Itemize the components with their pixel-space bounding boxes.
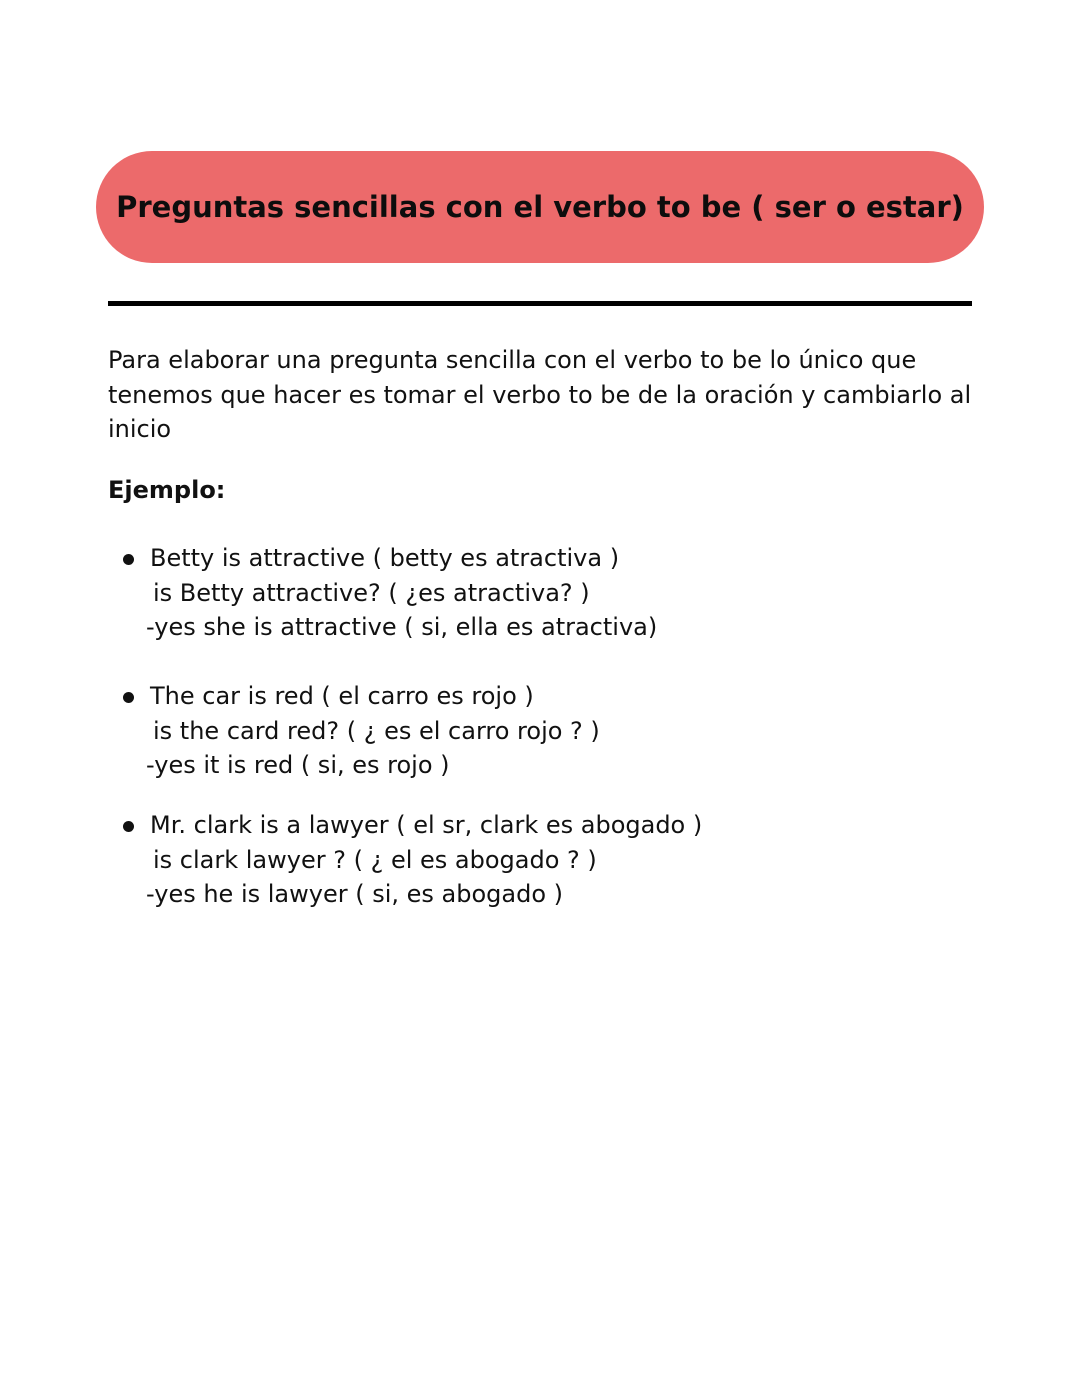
example-question: is the card red? ( ¿ es el carro rojo ? ): [153, 716, 600, 745]
example-heading: Ejemplo:: [108, 476, 226, 504]
example-answer: -yes it is red ( si, es rojo ): [146, 751, 450, 779]
example-statement: Mr. clark is a lawyer ( el sr, clark es abogado ): [150, 811, 703, 839]
page-title: Preguntas sencillas con el verbo to be ( ser o estar): [116, 190, 964, 224]
example-answer: -yes she is attractive ( si, ella es atractiva): [146, 613, 658, 641]
example-question: is clark lawyer ? ( ¿ el es abogado ? ): [153, 845, 597, 874]
example-answer: -yes he is lawyer ( si, es abogado ): [146, 880, 564, 908]
example-question: is Betty attractive? ( ¿es atractiva? ): [153, 578, 590, 607]
bullet-icon: [123, 821, 134, 832]
example-statement: The car is red ( el carro es rojo ): [150, 682, 534, 710]
bullet-icon: [123, 692, 134, 703]
intro-paragraph: Para elaborar una pregunta sencilla con el verbo to be lo único que tenemos que hacer es tomar el verbo to be de la oración y cambiarlo al inicio: [108, 346, 972, 443]
bullet-icon: [123, 554, 134, 565]
example-statement: Betty is attractive ( betty es atractiva ): [150, 544, 620, 572]
